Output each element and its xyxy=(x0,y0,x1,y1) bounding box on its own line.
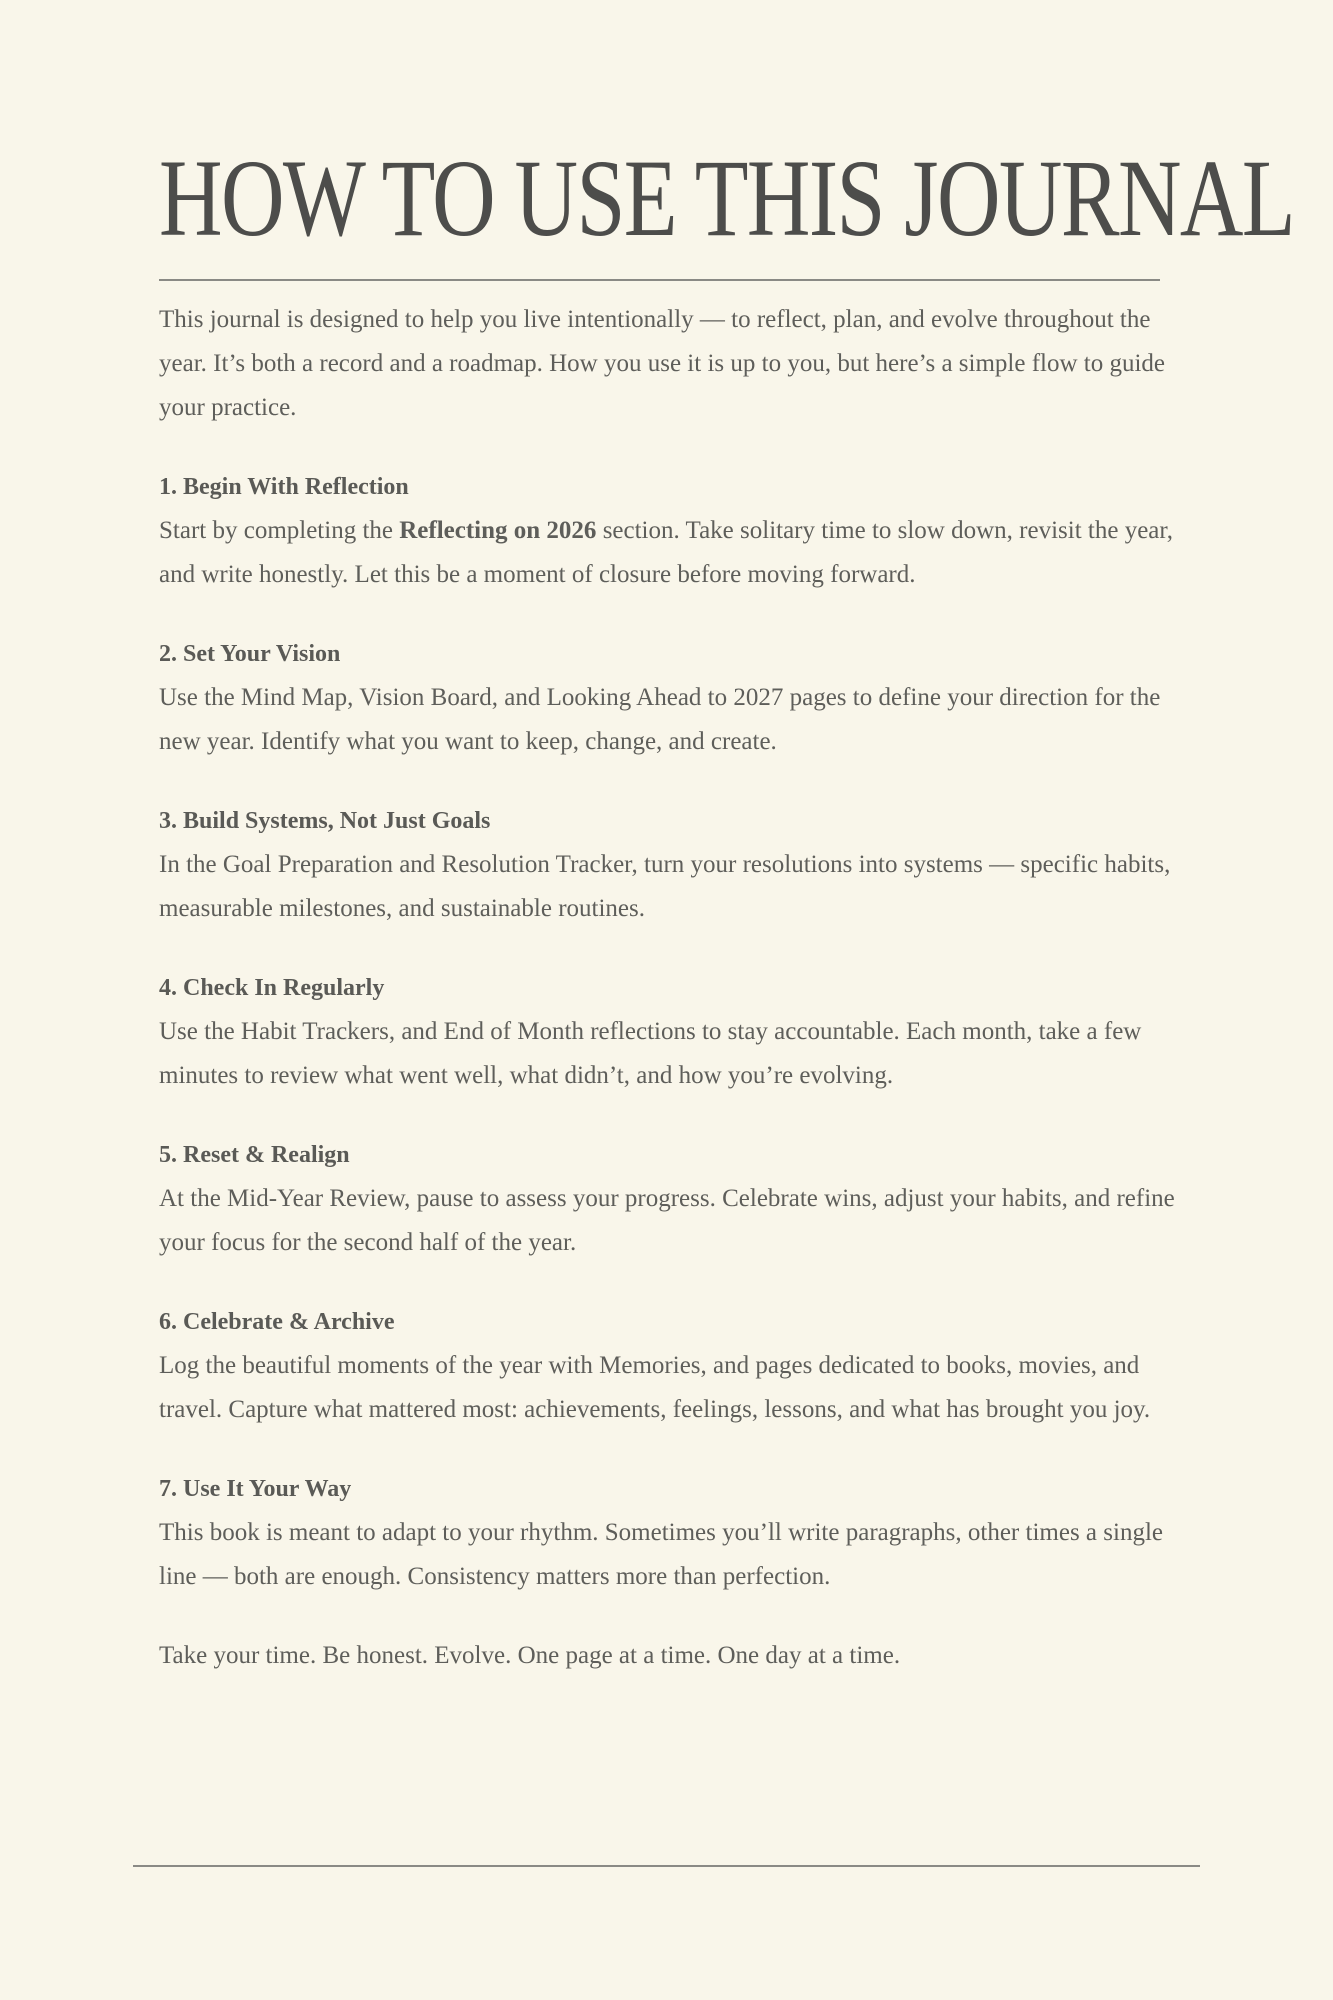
section-body xyxy=(159,509,1179,597)
section-begin-with-reflection xyxy=(159,465,1179,597)
section-heading: 5. Reset & Realign xyxy=(159,1142,350,1168)
section-set-your-vision xyxy=(159,632,1179,764)
section-body: In the Goal Preparation and Resolution Tracker, turn your resolutions into systems — specific habits, measurable milestones, and sustainable routines. xyxy=(159,851,1171,922)
footer-divider xyxy=(133,1865,1200,1867)
intro-paragraph: This journal is designed to help you live intentionally — to reflect, plan, and evolve throughout the year. It’s both a record and a roadmap. How you use it is up to you, but here’s a simple flow to guide your practice. xyxy=(159,306,1166,421)
section-body-text: section. Take solitary time to slow down, revisit the year, and write honestly. Let this be a moment of closure before moving forward. xyxy=(159,517,1173,588)
section-heading: 2. Set Your Vision xyxy=(159,641,341,667)
section-body: Use the Mind Map, Vision Board, and Looking Ahead to 2027 pages to define your direction for the new year. Identify what you want to keep, change, and create. xyxy=(159,684,1161,755)
page-title: HOW TO USE THIS JOURNAL xyxy=(159,137,1295,259)
section-use-it-your-way xyxy=(159,1467,1179,1599)
section-reset-realign xyxy=(159,1133,1179,1265)
section-heading: 7. Use It Your Way xyxy=(159,1476,352,1502)
section-body: Use the Habit Trackers, and End of Month reflections to stay accountable. Each month, take a few minutes to review what went well, what didn’t, and how you’re evolving. xyxy=(159,1018,1142,1089)
section-body-text: Start by completing the xyxy=(159,517,400,544)
section-body: Log the beautiful moments of the year with Memories, and pages dedicated to books, movies, and travel. Capture what mattered most: achievements, feelings, lessons, and what has brought you joy. xyxy=(159,1352,1151,1423)
section-body: At the Mid-Year Review, pause to assess your progress. Celebrate wins, adjust your habits, and refine your focus for the second half of the year. xyxy=(159,1185,1175,1256)
section-heading: 4. Check In Regularly xyxy=(159,975,385,1001)
section-body-emphasis: Reflecting on 2026 xyxy=(399,517,597,544)
section-heading: 1. Begin With Reflection xyxy=(159,474,409,500)
section-heading: 3. Build Systems, Not Just Goals xyxy=(159,808,491,834)
section-build-systems xyxy=(159,799,1179,931)
section-body: This book is meant to adapt to your rhythm. Sometimes you’ll write paragraphs, other times a single line — both are enough. Consistency matters more than perfection. xyxy=(159,1519,1163,1590)
section-celebrate-archive xyxy=(159,1300,1179,1432)
section-check-in-regularly xyxy=(159,966,1179,1098)
journal-instructions xyxy=(159,298,1179,1678)
closing-line: Take your time. Be honest. Evolve. One page at a time. One day at a time. xyxy=(159,1642,901,1669)
title-divider xyxy=(159,279,1160,281)
section-heading: 6. Celebrate & Archive xyxy=(159,1309,395,1335)
